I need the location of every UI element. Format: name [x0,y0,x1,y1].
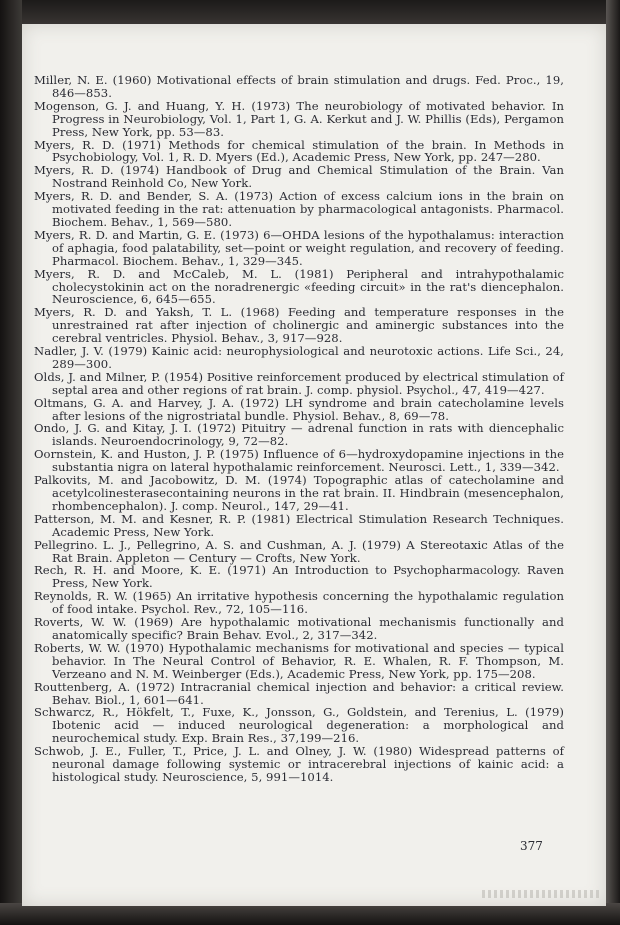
reference-entry: Myers, R. D. (1971) Methods for chemical stimulation of the brain. In Methods in Psychobiology, Vol. 1, R. D. Myers (Ed.), Academic Press, New York, pp. 247—280. [34,137,564,165]
reference-entry: Palkovits, M. and Jacobowitz, D. M. (1974) Topographic atlas of catecholamine and acetylcolinesterasecontaining neurons in the rat brain. II. Hindbrain (mesencephalon, rhombencephalon). J. comp. Neurol., 147, 29—41. [34,473,564,513]
reference-entry: Mogenson, G. J. and Huang, Y. H. (1973) The neurobiology of motivated behavior. In Progress in Neurobiology, Vol. 1, Part 1, G. A. Kerkut and J. W. Phillis (Eds), Pergamon Press, New York, pp. 53—83. [34,98,564,139]
reference-entry: Myers, R. D. and Bender, S. A. (1973) Action of excess calcium ions in the brain on motivated feeding in the rat: attenuation by pharmacological antagonists. Pharmacol. Biochem. Behav., 1, 569—580. [34,189,564,229]
reference-entry: Myers, R. D. and Yaksh, T. L. (1968) Feeding and temperature responses in the unrestrained rat after injection of cholinergic and aminergic substances into the cerebral ventricles. Physiol. Behav., 3, 917—928. [34,305,564,346]
reference-entry: Roverts, W. W. (1969) Are hypothalamic motivational mechanismis functionally and anatomically specific? Brain Behav. Evol., 2, 317—342. [34,615,564,642]
reference-entry: Roberts, W. W. (1970) Hypothalamic mechanisms for motivational and species — typical behavior. In The Neural Control of Behavior, R. E. Whalen, R. F. Thompson, M. Verzeano and N. M. Weinberger (Eds.), Academic Press, New York, pp. 175—208. [34,640,564,681]
reference-entry: Miller, N. E. (1960) Motivational effects of brain stimulation and drugs. Fed. Proc., 19, 846—853. [34,73,564,100]
scan-edge-stamp [482,890,602,898]
reference-entry: Oltmans, G. A. and Harvey, J. A. (1972) LH syndrome and brain catecholamine levels after lesions of the nigrostriatal bundle. Physiol. Behav., 8, 69—78. [34,395,564,423]
reference-entry: Olds, J. and Milner, P. (1954) Positive reinforcement produced by electrical stimulation of septal area and other regions of rat brain. J. comp. physiol. Psychol., 47, 419—427. [34,369,564,397]
page-number: 377 [520,839,543,853]
reference-entry: Myers, R. D. (1974) Handbook of Drug and Chemical Stimulation of the Brain. Van Nostrand Reinhold Co, New York. [34,163,564,191]
scan-border-top [0,0,620,26]
reference-list [34,74,564,784]
scan-border-right [606,0,620,925]
reference-entry: Rech, R. H. and Moore, K. E. (1971) An Introduction to Psychopharmacology. Raven Press, New York. [34,563,564,591]
reference-entry: Myers, R. D. and McCaleb, M. L. (1981) Peripheral and intrahypothalamic cholecystokinin act on the noradrenergic «feeding circuit» in the rat's diencephalon. Neuroscience, 6, 645—655. [34,266,564,307]
reference-entry: Nadler, J. V. (1979) Kainic acid: neurophysiological and neurotoxic actions. Life Sci., 24, 289—300. [34,344,564,371]
reference-entry: Schwob, J. E., Fuller, T., Price, J. L. and Olney, J. W. (1980) Widespread patterns of neuronal damage following systemic or intracerebral injections of kainic acid: a histological study. Neuroscience, 5, 991—1014. [34,744,564,784]
reference-entry: Routtenberg, A. (1972) Intracranial chemical injection and behavior: a critical review. Behav. Biol., 1, 601—641. [34,679,564,707]
book-page [22,24,606,906]
reference-entry: Pellegrino. L. J., Pellegrino, A. S. and Cushman, A. J. (1979) A Stereotaxic Atlas of the Rat Brain. Appleton — Century — Crofts, New York. [34,537,564,565]
reference-entry: Ondo, J. G. and Kitay, J. I. (1972) Pituitry — adrenal function in rats with diencephalic islands. Neuroendocrinology, 9, 72—82. [34,421,564,449]
reference-entry: Schwarcz, R., Hökfelt, T., Fuxe, K., Jonsson, G., Goldstein, and Terenius, L. (1979) Ibotenic acid — induced neurological degeneration: a morphological and neurochemical study. Exp. Brain Res., 37,199—216. [34,705,564,746]
reference-entry: Reynolds, R. W. (1965) An irritative hypothesis concerning the hypothalamic regulation of food intake. Psychol. Rev., 72, 105—116. [34,589,564,617]
reference-entry: Patterson, M. M. and Kesner, R. P. (1981) Electrical Stimulation Research Techniques. Academic Press, New York. [34,511,564,539]
scan-border-bottom [0,903,620,925]
reference-entry: Oornstein, K. and Huston, J. P. (1975) Influence of 6—hydroxydopamine injections in the substantia nigra on lateral hypothalamic reinforcement. Neurosci. Lett., 1, 339—342. [34,447,564,475]
reference-entry: Myers, R. D. and Martin, G. E. (1973) 6—OHDA lesions of the hypothalamus: interaction of aphagia, food palatability, set—point or weight regulation, and recovery of feeding. Pharmacol. Biochem. Behav., 1, 329—345. [34,227,564,268]
scan-border-left [0,0,22,925]
